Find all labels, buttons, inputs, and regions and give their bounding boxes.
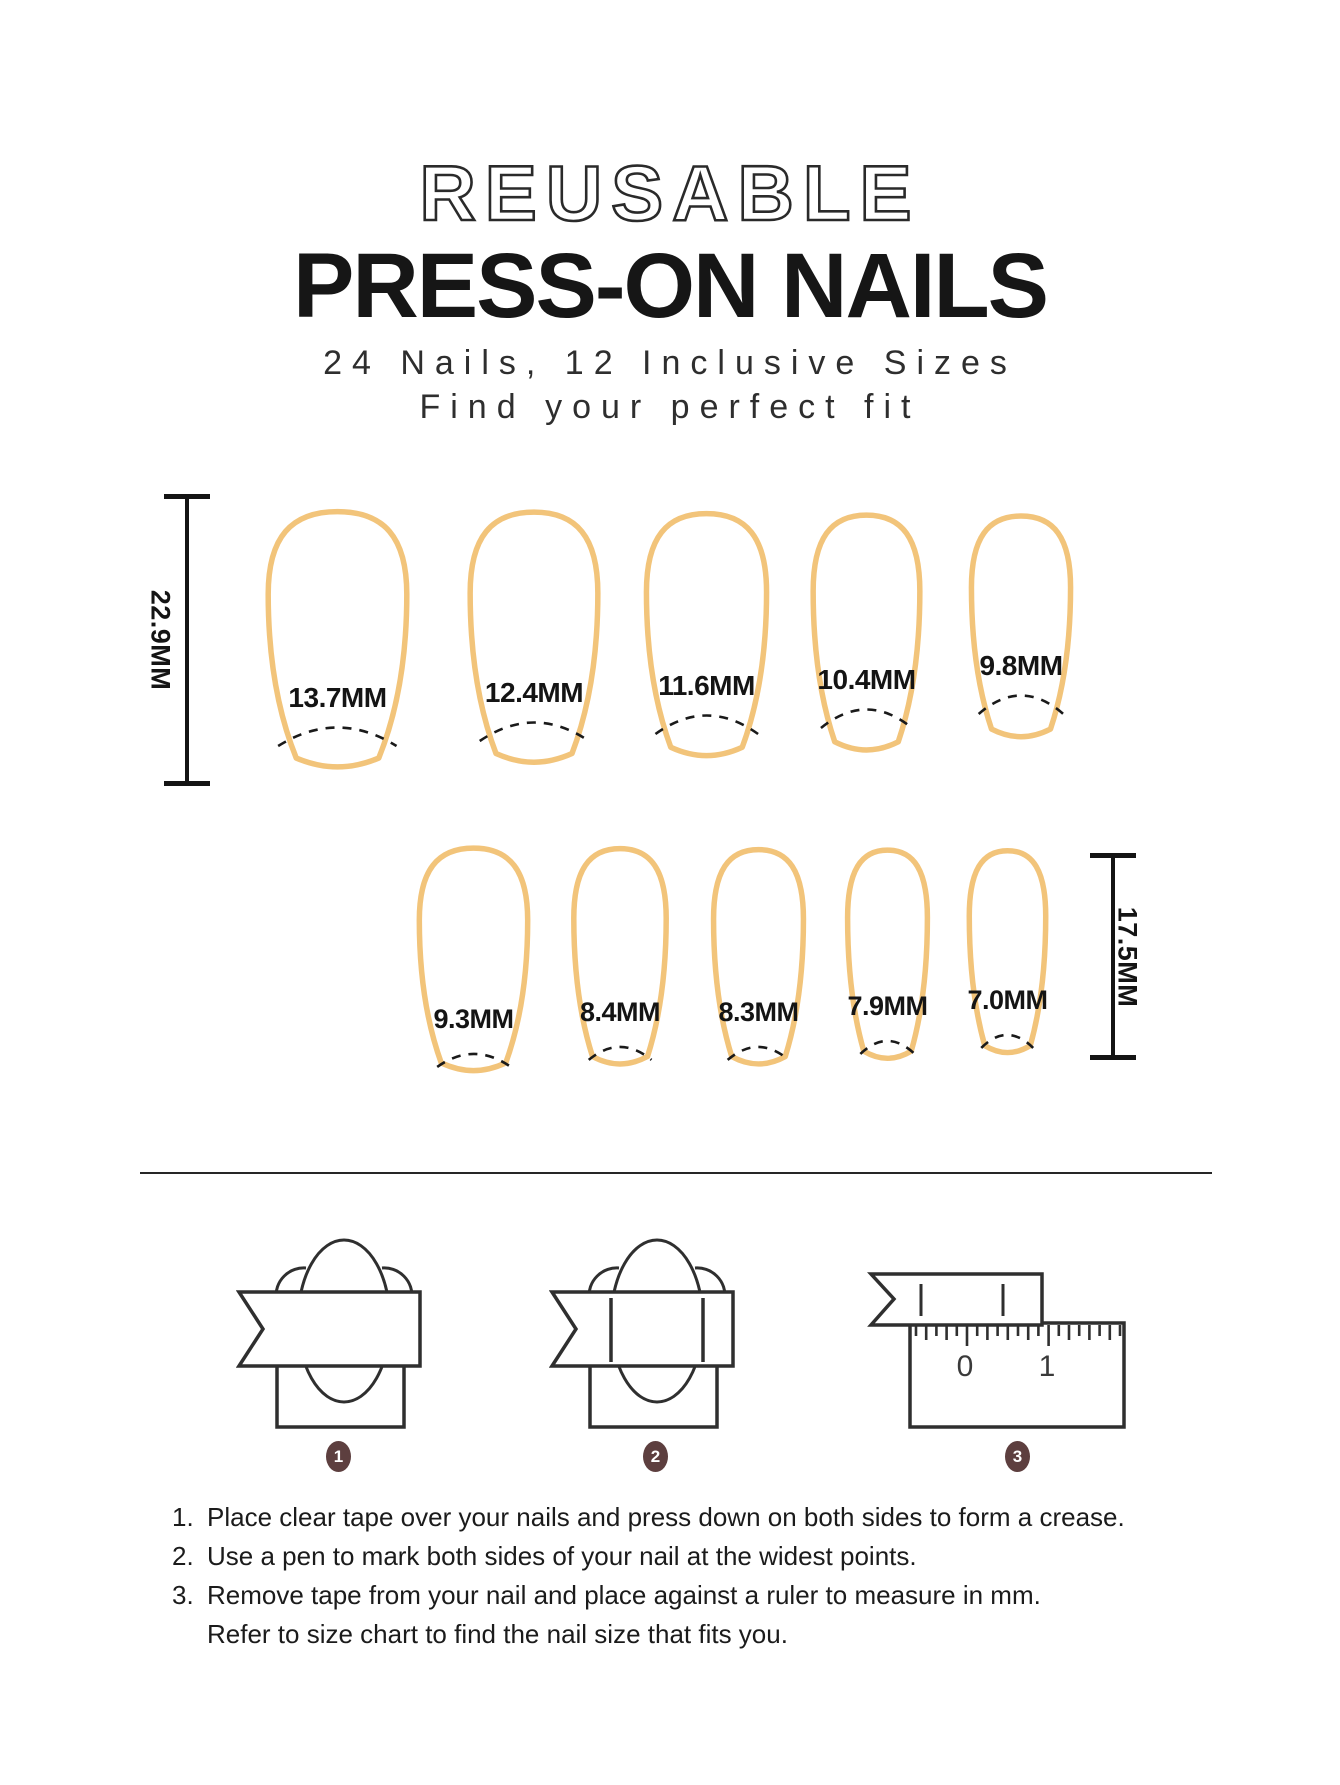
nail-width-label: 12.4MM: [484, 677, 584, 708]
tape-over-nail-icon: [236, 1222, 441, 1432]
nail-width-label: 8.3MM: [718, 997, 799, 1027]
subtitle-tagline: Find your perfect fit: [419, 388, 921, 426]
widest-point-dashed-arc: [725, 1034, 791, 1062]
widest-point-dashed-arc: [586, 1034, 654, 1062]
measure-cap: [1090, 1055, 1136, 1060]
svg-text:0: 0: [956, 1350, 974, 1383]
length-label-row2: 17.5MM: [1112, 906, 1143, 1007]
subtitle-count-sizes: 24 Nails, 12 Inclusive Sizes: [323, 344, 1017, 382]
nail-width-label: 9.8MM: [979, 650, 1063, 681]
instruction-step-number: 3.: [172, 1580, 194, 1610]
instruction-step: [172, 1502, 1125, 1541]
measure-cap: [164, 781, 210, 786]
instruction-step-text: Refer to size chart to find the nail size that fits you.: [207, 1619, 788, 1649]
page-title: PRESS-ON NAILS: [292, 235, 1048, 337]
nail-size-item: [565, 833, 675, 1075]
nail-width-label: 7.9MM: [847, 991, 928, 1021]
widest-point-dashed-arc: [434, 1041, 514, 1069]
nail-size-item: [803, 498, 930, 762]
nail-width-label: 9.3MM: [433, 1004, 514, 1034]
step-1-badge: 1: [326, 1441, 351, 1472]
nail-size-item: [458, 494, 610, 775]
nail-size-item: [962, 500, 1080, 748]
nail-length-measure-row1: [145, 494, 210, 786]
widest-point-dashed-arc: [858, 1028, 917, 1056]
nail-size-item: [840, 835, 935, 1069]
pen-marks-on-tape-icon: [549, 1222, 754, 1432]
widest-point-dashed-arc: [975, 677, 1067, 717]
instruction-step-number: 2.: [172, 1541, 194, 1571]
nail-size-item: [409, 832, 538, 1082]
nail-width-label: 10.4MM: [817, 664, 916, 695]
instruction-step: [172, 1619, 1125, 1658]
widest-point-dashed-arc: [651, 697, 763, 737]
widest-point-dashed-arc: [475, 704, 594, 744]
instruction-step: [172, 1580, 1125, 1619]
instruction-step-number: 1.: [172, 1502, 194, 1532]
widest-point-dashed-arc: [817, 691, 916, 731]
nail-size-item: [255, 493, 420, 780]
instruction-step: [172, 1541, 1125, 1580]
section-divider: [140, 1172, 1212, 1174]
nail-size-item: [962, 836, 1053, 1063]
nail-width-label: 11.6MM: [658, 670, 755, 701]
ruler-measure-icon: [860, 1258, 1130, 1433]
nail-size-item: [705, 834, 812, 1075]
nail-width-label: 8.4MM: [579, 997, 661, 1027]
nail-width-label: 13.7MM: [288, 682, 387, 713]
instruction-step-text: Place clear tape over your nails and press down on both sides to form a crease.: [207, 1502, 1125, 1532]
nail-length-measure-row2: [1090, 853, 1143, 1060]
nail-width-label: 7.0MM: [967, 985, 1048, 1015]
step-3-badge: 3: [1005, 1441, 1030, 1472]
step-2-badge: 2: [643, 1441, 668, 1472]
length-label-row1: 22.9MM: [145, 589, 176, 691]
page-title-outline: REUSABLE: [419, 149, 921, 237]
measure-line: [185, 494, 189, 786]
widest-point-dashed-arc: [273, 709, 402, 749]
svg-text:1: 1: [1038, 1350, 1056, 1383]
instruction-step-text: Use a pen to mark both sides of your nail at the widest points.: [207, 1541, 917, 1571]
nail-size-item: [635, 496, 778, 768]
instruction-step-text: Remove tape from your nail and place against a ruler to measure in mm.: [207, 1580, 1041, 1610]
instructions-list: [172, 1502, 1125, 1658]
widest-point-dashed-arc: [979, 1022, 1035, 1050]
